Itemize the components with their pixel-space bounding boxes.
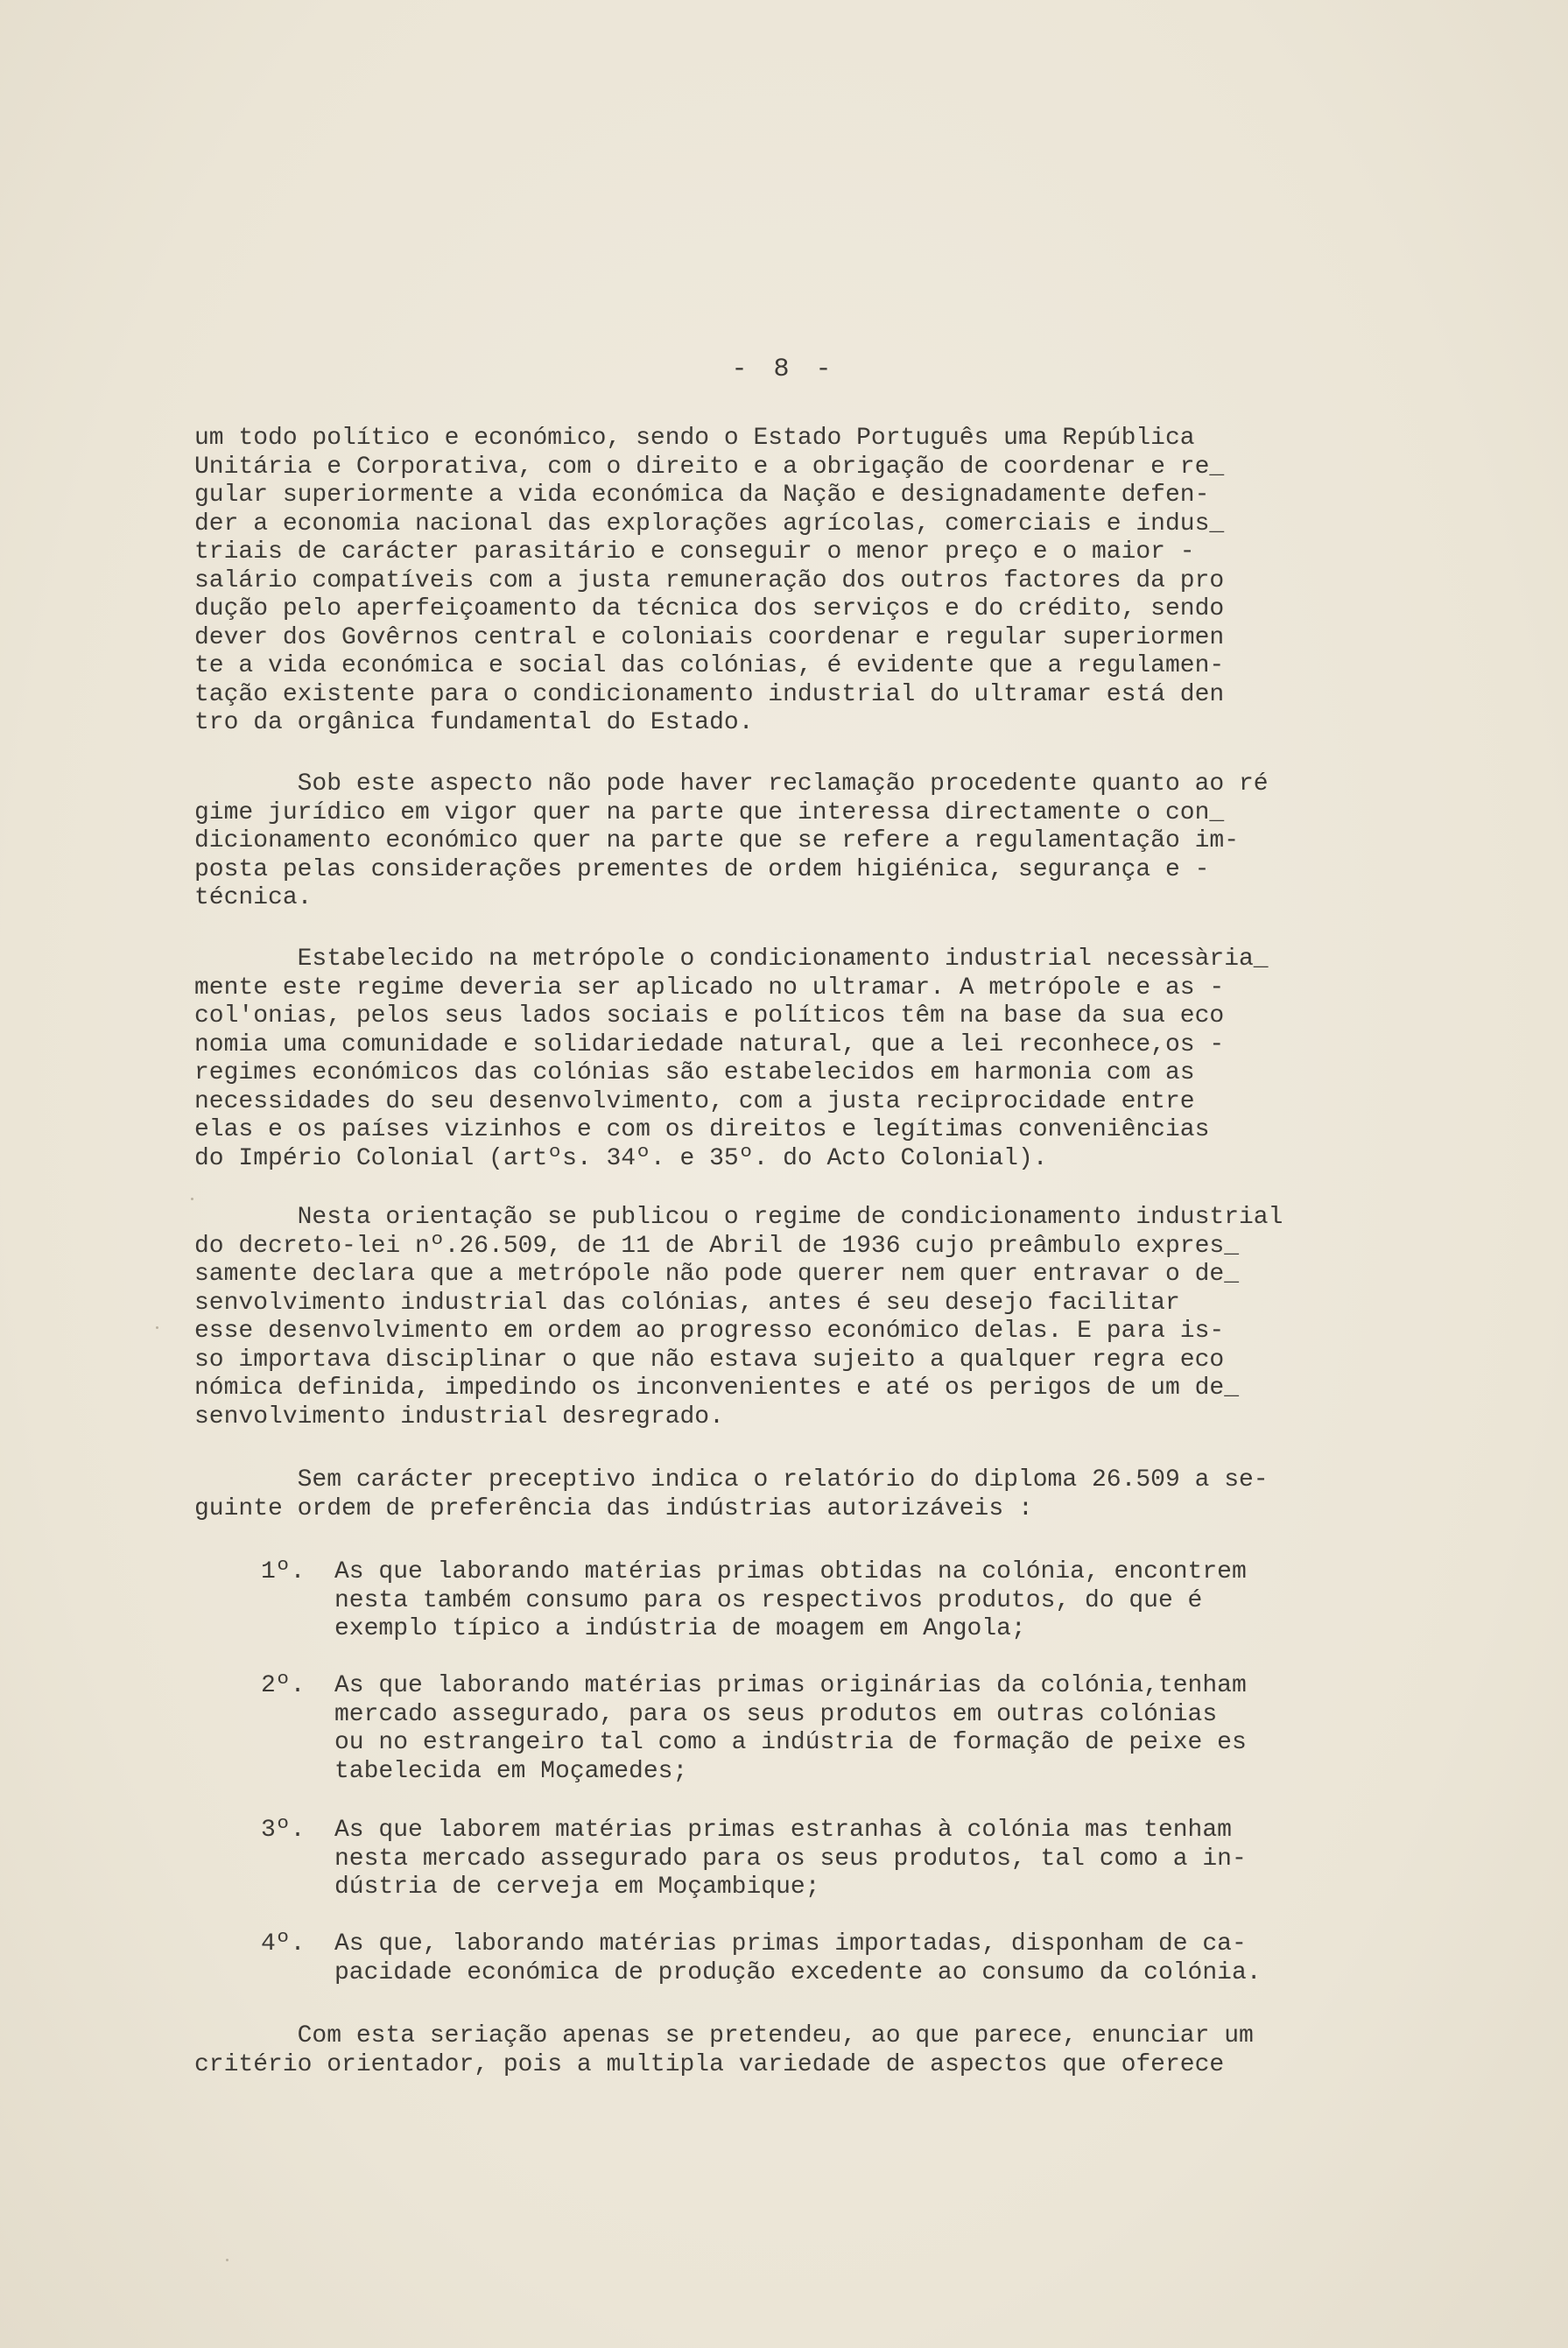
text-line: te a vida económica e social das colónias, é evidente que a regulamen- (194, 652, 1225, 679)
text-line: tação existente para o condicionamento industrial do ultramar está den (194, 680, 1225, 708)
text-line: salário compatíveis com a justa remuneração dos outros factores da pro (194, 566, 1225, 594)
text-line: nesta mercado assegurado para os seus produtos, tal como a in- (334, 1845, 1247, 1873)
text-line: esse desenvolvimento em ordem ao progresso económico delas. E para is- (194, 1318, 1225, 1345)
text-line: As que laborando matérias primas obtidas na colónia, encontrem (334, 1558, 1247, 1585)
text-line: senvolvimento industrial desregrado. (194, 1402, 724, 1431)
list-item (334, 1672, 1438, 1786)
text-line: so importava disciplinar o que não estava sujeito a qualquer regra eco (194, 1346, 1225, 1374)
text-line: guinte ordem de preferência das indústrias autorizáveis : (194, 1494, 1033, 1522)
text-line: nómica definida, impedindo os inconvenientes e até os perigos de um de_ (194, 1374, 1239, 1402)
paper-speck (156, 1326, 158, 1329)
text-line: mente este regime deveria ser aplicado no ultramar. A metrópole e as - (194, 974, 1225, 1002)
paper-speck (226, 2259, 229, 2261)
text-line: critério orientador, pois a multipla variedade de aspectos que oferece (194, 2050, 1225, 2078)
text-line: um todo político e económico, sendo o Estado Português uma República (194, 425, 1195, 452)
text-line: col'onias, pelos seus lados sociais e políticos têm na base da sua eco (194, 1002, 1225, 1030)
text-line: dústria de cerveja em Moçambique; (334, 1873, 820, 1901)
paragraph-4 (194, 1204, 1420, 1431)
text-line: nesta também consumo para os respectivos produtos, do que é (334, 1586, 1203, 1614)
text-line: mercado assegurado, para os seus produtos em outras colónias (334, 1700, 1218, 1728)
text-line: dução pelo aperfeiçoamento da técnica dos serviços e do crédito, sendo (194, 595, 1225, 622)
text-line: Sob este aspecto não pode haver reclamação procedente quanto ao ré (194, 770, 1269, 798)
text-line: regimes económicos das colónias são estabelecidos em harmonia com as (194, 1059, 1195, 1086)
page-number: - 8 - (731, 355, 837, 384)
text-line: ou no estrangeiro tal como a indústria de formação de peixe es (334, 1729, 1247, 1756)
list-item (334, 1817, 1438, 1902)
paper-speck (191, 1198, 193, 1200)
text-line: Estabelecido na metrópole o condicionamento industrial necessària_ (194, 946, 1269, 973)
paragraph-5 (194, 1466, 1420, 1523)
list-item (334, 1930, 1438, 1987)
text-line: As que laborem matérias primas estranhas à colónia mas tenham (334, 1817, 1232, 1844)
list-item-number: 4º. (261, 1930, 306, 1958)
text-line: posta pelas considerações prementes de ordem higiénica, segurança e - (194, 855, 1210, 883)
text-line: do decreto-lei nº.26.509, de 11 de Abril de 1936 cujo preâmbulo expres_ (194, 1232, 1239, 1260)
text-line: Unitária e Corporativa, com o direito e a obrigação de coordenar e re_ (194, 453, 1225, 481)
text-line: pacidade económica de produção excedente ao consumo da colónia. (334, 1958, 1262, 1986)
text-line: tro da orgânica fundamental do Estado. (194, 709, 754, 736)
text-line: dicionamento económico quer na parte que se refere a regulamentação im- (194, 827, 1239, 854)
text-line: dever dos Govêrnos central e coloniais coordenar e regular superiormen (194, 623, 1225, 651)
text-line: gular superiormente a vida económica da Nação e designadamente defen- (194, 482, 1210, 509)
list-item (334, 1558, 1438, 1644)
text-line: nomia uma comunidade e solidariedade natural, que a lei reconhece,os - (194, 1030, 1225, 1058)
text-line: senvolvimento industrial das colónias, antes é seu desejo facilitar (194, 1289, 1180, 1317)
text-line: tabelecida em Moçamedes; (334, 1757, 688, 1785)
text-line: Nesta orientação se publicou o regime de condicionamento industrial (194, 1204, 1283, 1231)
text-line: Com esta seriação apenas se pretendeu, ao que parece, enunciar um (194, 2022, 1254, 2049)
text-line: necessidades do seu desenvolvimento, com a justa reciprocidade entre (194, 1087, 1195, 1115)
list-item-number: 2º. (261, 1672, 306, 1699)
paragraph-3 (194, 946, 1420, 1173)
text-line: gime jurídico em vigor quer na parte que interessa directamente o con_ (194, 798, 1225, 826)
text-line: triais de carácter parasitário e conseguir o menor preço e o maior - (194, 538, 1195, 566)
text-line: As que, laborando matérias primas importadas, disponham de ca- (334, 1930, 1247, 1958)
text-line: der a economia nacional das explorações agrícolas, comerciais e indus_ (194, 510, 1225, 538)
list-item-number: 3º. (261, 1817, 306, 1844)
text-line: Sem carácter preceptivo indica o relatório do diploma 26.509 a se- (194, 1466, 1269, 1494)
text-line: do Império Colonial (artºs. 34º. e 35º. do Acto Colonial). (194, 1144, 1048, 1172)
text-line: técnica. (194, 884, 313, 911)
text-line: samente declara que a metrópole não pode querer nem quer entravar o de_ (194, 1261, 1239, 1288)
paragraph-2 (194, 770, 1420, 913)
text-line: As que laborando matérias primas originárias da colónia,tenham (334, 1672, 1247, 1699)
closing-paragraph (194, 2022, 1420, 2079)
list-item-number: 1º. (261, 1558, 306, 1585)
text-line: elas e os países vizinhos e com os direitos e legítimas conveniências (194, 1116, 1210, 1143)
text-line: exemplo típico a indústria de moagem em Angola; (334, 1615, 1026, 1642)
paragraph-1 (194, 425, 1420, 738)
